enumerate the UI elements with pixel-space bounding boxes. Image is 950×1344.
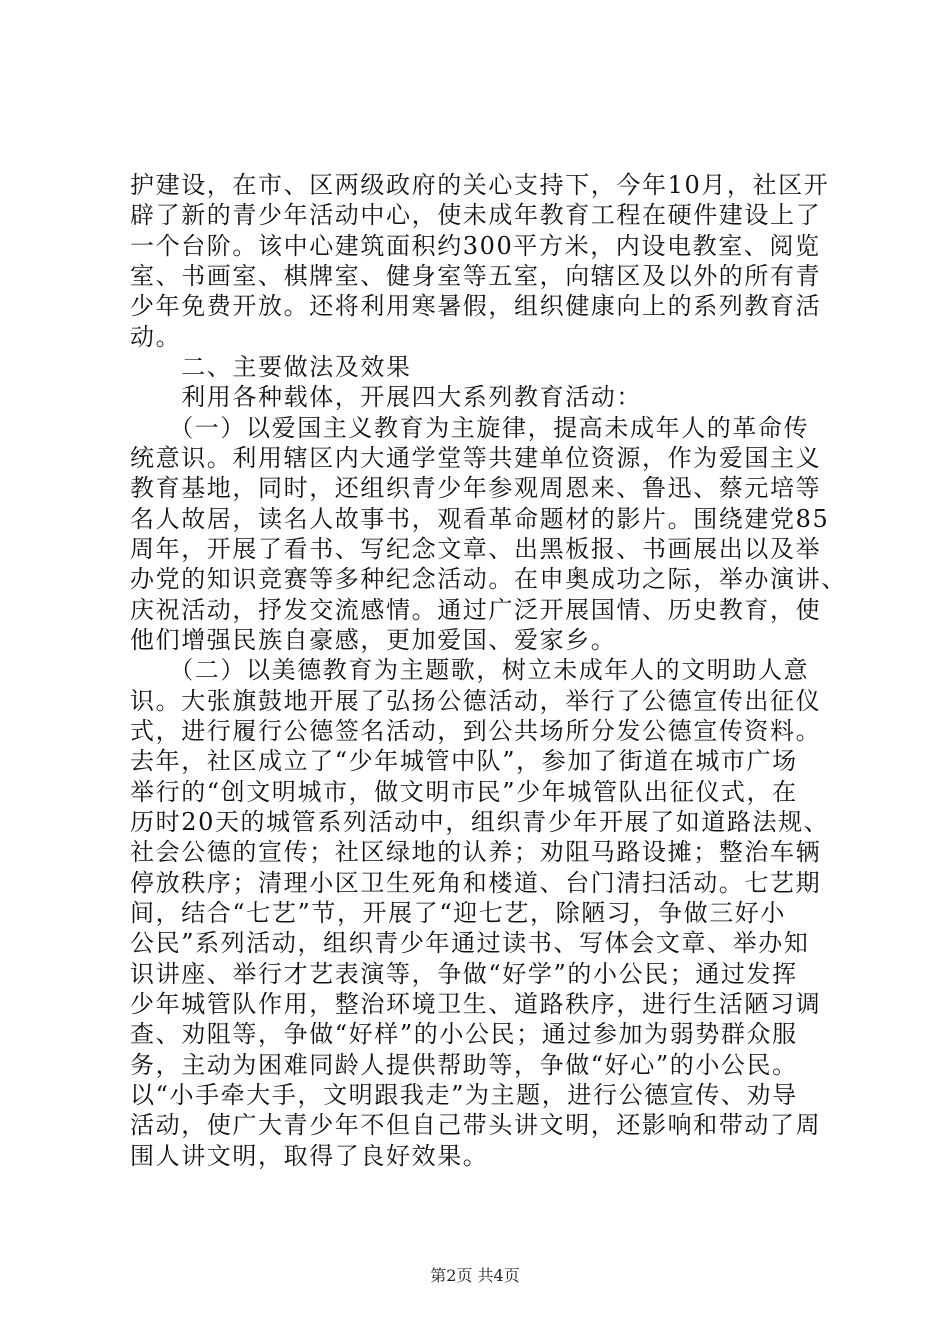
body-text-line: 护建设，在市、区两级政府的关心支持下，今年10月，社区开 [130, 171, 830, 199]
body-text-line: 少年免费开放。还将利用寒暑假，组织健康向上的系列教育活 [130, 292, 822, 320]
body-text-line: （一）以爱国主义教育为主旋律，提高未成年人的革命传 [130, 414, 810, 442]
body-text-line: 围人讲文明，取得了良好效果。 [130, 1142, 489, 1170]
body-text-line: 室、书画室、棋牌室、健身室等五室，向辖区及以外的所有青 [130, 262, 822, 290]
body-text-line: 利用各种载体，开展四大系列教育活动： [130, 383, 642, 411]
body-text-line: 周年，开展了看书、写纪念文章、出黑板报、书画展出以及举 [130, 535, 822, 563]
body-text-line: 活动，使广大青少年不但自己带头讲文明，还影响和带动了周 [130, 1111, 822, 1139]
body-text-line: 统意识。利用辖区内大通学堂等共建单位资源，作为爱国主义 [130, 444, 822, 472]
body-text-line: 辟了新的青少年活动中心，使未成年教育工程在硬件建设上了 [130, 201, 822, 229]
body-text-line: 他们增强民族自豪感，更加爱国、爱家乡。 [130, 626, 617, 654]
body-text-line: 举行的“创文明城市，做文明市民”少年城管队出征仪式，在 [130, 778, 798, 806]
body-text-line: （二）以美德教育为主题歌，树立未成年人的文明助人意 [130, 656, 810, 684]
body-text-line: 去年，社区成立了“少年城管中队”，参加了街道在城市广场 [130, 747, 798, 775]
body-text-line: 教育基地，同时，还组织青少年参观周恩来、鲁迅、蔡元培等 [130, 474, 822, 502]
body-text-line: 识讲座、举行才艺表演等，争做“好学”的小公民；通过发挥 [130, 960, 798, 988]
body-text-line: 以“小手牵大手，文明跟我走”为主题，进行公德宣传、劝导 [130, 1081, 798, 1109]
body-text-line: 查、劝阻等，争做“好样”的小公民；通过参加为弱势群众服 [130, 1020, 798, 1048]
body-text-line: 庆祝活动，抒发交流感情。通过广泛开展国情、历史教育，使 [130, 596, 822, 624]
body-text-line: 名人故居，读名人故事书，观看革命题材的影片。围绕建党85 [130, 505, 830, 533]
body-text-line: 社会公德的宣传；社区绿地的认养；劝阻马路设摊；整治车辆 [130, 838, 822, 866]
body-text-line: 公民”系列活动，组织青少年通过读书、写体会文章、举办知 [130, 929, 810, 957]
section-heading: 二、主要做法及效果 [130, 353, 412, 381]
body-text-line: 式，进行履行公德签名活动，到公共场所分发公德宣传资料。 [130, 717, 822, 745]
body-text-line: 停放秩序；清理小区卫生死角和楼道、台门清扫活动。七艺期 [130, 869, 822, 897]
body-text-line: 识。大张旗鼓地开展了弘扬公德活动，举行了公德宣传出征仪 [130, 687, 822, 715]
body-text-line: 少年城管队作用，整治环境卫生、道路秩序，进行生活陋习调 [130, 990, 822, 1018]
body-text-line: 务，主动为困难同龄人提供帮助等，争做“好心”的小公民。 [130, 1051, 798, 1079]
body-text-line: 一个台阶。该中心建筑面积约300平方米，内设电教室、阅览 [130, 232, 821, 260]
page-footer: 第2页 共4页 [430, 1266, 520, 1285]
body-text-line: 间，结合“七艺”节，开展了“迎七艺，除陋习，争做三好小 [130, 899, 787, 927]
body-text-line: 办党的知识竞赛等多种纪念活动。在申奥成功之际，举办演讲、 [130, 565, 847, 593]
body-text-line: 历时20天的城管系列活动中，组织青少年开展了如道路法规、 [130, 808, 830, 836]
body-text-line: 动。 [130, 323, 182, 351]
